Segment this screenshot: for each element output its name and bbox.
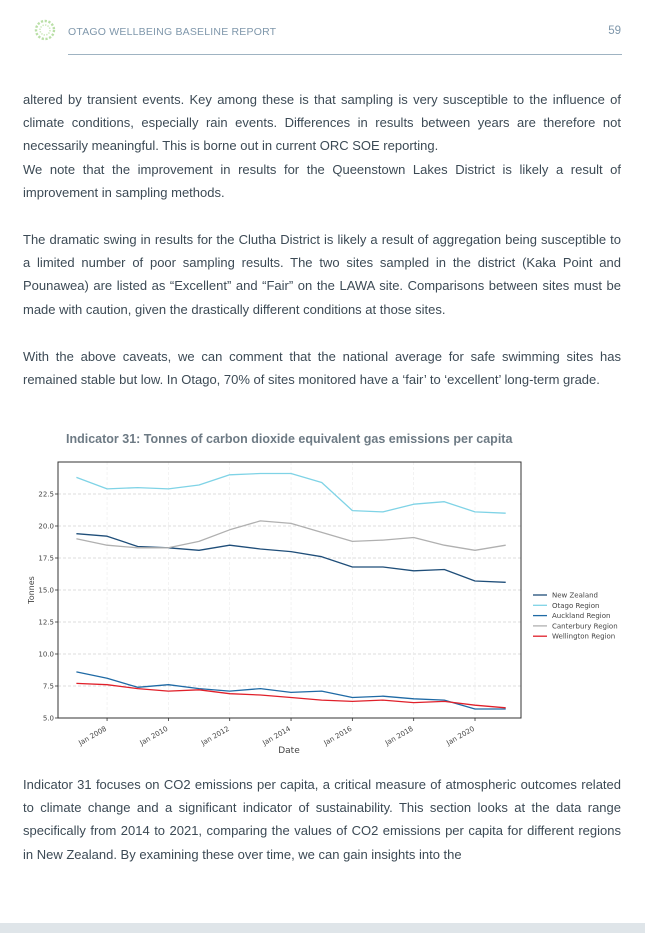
legend-label: Auckland Region [552,612,611,621]
x-tick-label: Jan 2014 [261,724,293,748]
wellbeing-logo-icon [32,17,58,43]
x-tick-label: Jan 2018 [383,724,415,748]
x-tick-label: Jan 2020 [445,724,477,748]
y-tick-label: 5.0 [42,714,54,723]
y-tick-label: 17.5 [38,554,54,563]
body-paragraph-3 [23,345,621,391]
chart-title: Indicator 31: Tonnes of carbon dioxide equivalent gas emissions per capita [66,432,513,446]
x-tick-label: Jan 2012 [199,724,231,748]
y-axis-ticks [38,491,58,723]
body-paragraph-1 [23,88,621,204]
legend-label: Otago Region [552,601,600,610]
y-tick-label: 22.5 [38,490,54,499]
paragraph-text: The dramatic swing in results for the Clutha District is likely a result of aggregation being susceptible to a limited number of poor sampling results. The two sites sampled in the district (Kaka Point and Pounawea) are listed as “Excellent” and “Fair” on the LAWA site. Comparisons between sites must be made with caution, given the drastically different conditions at those sites. [23,232,621,317]
body-paragraph-4 [23,773,621,866]
page-header [0,0,645,60]
footer-bar [0,923,645,933]
chart-legend [533,592,618,641]
y-tick-label: 20.0 [38,522,54,531]
legend-label: New Zealand [552,591,598,600]
header-rule [68,54,622,55]
x-axis-label: Date [278,746,300,756]
running-title: OTAGO WELLBEING BASELINE REPORT [68,26,277,38]
series-line [76,521,505,550]
x-tick-label: Jan 2016 [322,724,354,748]
y-tick-label: 12.5 [38,618,54,627]
y-tick-label: 7.5 [42,682,54,691]
legend-label: Wellington Region [552,632,616,641]
body-paragraph-2 [23,228,621,321]
x-tick-label: Jan 2008 [77,724,109,748]
y-tick-label: 10.0 [38,650,54,659]
x-tick-label: Jan 2010 [138,724,170,748]
chart-gridlines [58,462,521,718]
paragraph-text: With the above caveats, we can comment that the national average for safe swimming sites has remained stable but low. In Otago, 70% of sites monitored have a ‘fair’ to ‘excellent’ long-term grade. [23,349,621,388]
page-number: 59 [608,25,621,37]
paragraph-text: altered by transient events. Key among these is that sampling is very susceptible to the influence of climate conditions, especially rain events. Differences in results between years are therefore not necessarily meaningful. This is borne out in current ORC SOE reporting. We note that the improvement in results for the Queenstown Lakes District is likely a result of improvement in sampling methods. [23,92,621,200]
y-tick-label: 15.0 [38,586,54,595]
x-axis-ticks [76,718,476,748]
paragraph-text: Indicator 31 focuses on CO2 emissions per capita, a critical measure of atmospheric outcomes related to climate change and a significant indicator of sustainability. This section looks at the data range specifically from 2014 to 2021, comparing the values of CO2 emissions per capita for different regions in New Zealand. By examining these over time, we can gain insights into the [23,777,621,862]
y-axis-label: Tonnes [27,576,36,604]
emissions-line-chart [0,450,645,765]
legend-label: Canterbury Region [552,622,618,631]
